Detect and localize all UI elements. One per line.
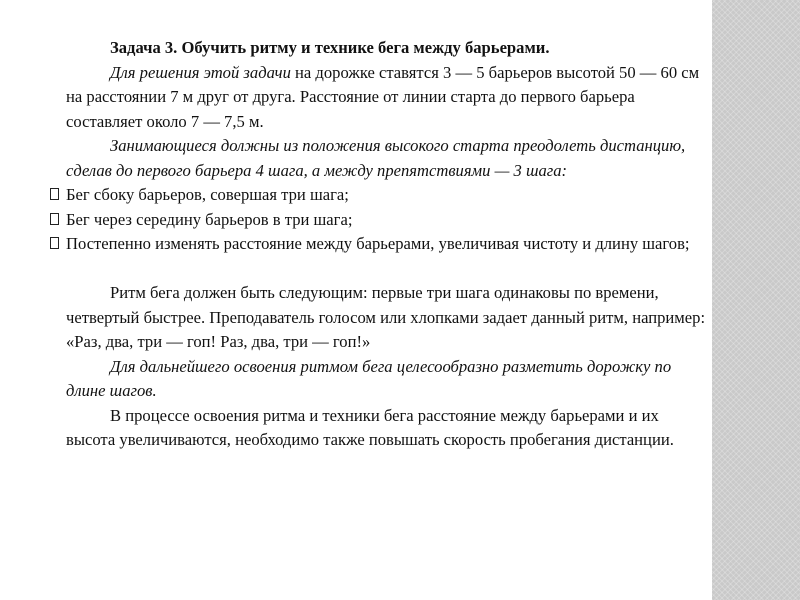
bullet-text: Бег сбоку барьеров, совершая три шага;	[66, 185, 349, 204]
slide-content	[66, 36, 706, 453]
bullet-box-icon	[50, 237, 59, 249]
paragraph-setup	[66, 61, 706, 135]
bullet-item-2	[66, 208, 706, 233]
bullet-item-3	[66, 232, 706, 257]
paragraph-progression: В процессе освоения ритма и техники бега расстояние между барьерами и их высота увеличиваются, необходимо также повышать скорость пробегания дистанции.	[66, 405, 674, 449]
bullet-box-icon	[50, 213, 59, 225]
setup-text: на дорожке ставятся 3 — 5 барьеров высотой 50 — 60 см на расстоянии 7 м друг от друга. Расстояние от линии старта до первого барьера составляет около 7 — 7,5 м.	[66, 62, 700, 131]
spacer	[66, 257, 706, 282]
task-title: Задача 3. Обучить ритму и технике бега между барьерами.	[110, 38, 550, 57]
bullet-box-icon	[50, 188, 59, 200]
setup-italic-lead: Для решения этой задачи	[110, 62, 291, 82]
bullet-text: Бег через середину барьеров в три шага;	[66, 209, 353, 229]
paragraph-instructions: Занимающиеся должны из положения высокого старта преодолеть дистанцию, сделав до первого барьера 4 шага, а между препятствиями — 3 шага:	[66, 136, 686, 180]
paragraph-marking: Для дальнейшего освоения ритмом бега целесообразно разметить дорожку по длине шагов.	[66, 356, 672, 400]
bullet-item-1	[66, 183, 706, 208]
decorative-side-pattern	[712, 0, 800, 600]
bullet-text: Постепенно изменять расстояние между барьерами, увеличивая чистоту и длину шагов;	[66, 234, 690, 253]
paragraph-rhythm: Ритм бега должен быть следующим: первые три шага одинаковы по времени, четвертый быстрее. Преподаватель голосом или хлопками задает данный ритм, например: «Раз, два, три — гоп! Раз, два, три — гоп!»	[66, 283, 706, 351]
